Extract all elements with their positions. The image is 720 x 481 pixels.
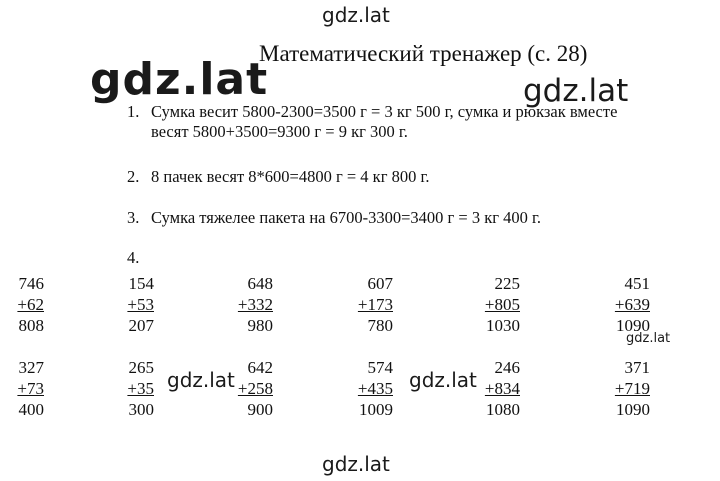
addend-top: 451 [624,274,650,293]
watermark-bottom: gdz.lat [322,452,390,476]
addition-problem [233,273,273,336]
watermark-middle-left: gdz.lat [167,368,235,392]
watermark-middle-right: gdz.lat [409,368,477,392]
addition-problem [233,357,273,420]
addend-top: 574 [367,358,393,377]
task-text-line: Сумка весит 5800-2300=3500 г = 3 кг 500 г, сумка и рюкзак вместе [151,102,618,121]
addend-top: 225 [494,274,520,293]
sum: 808 [18,316,44,335]
task-text-line: весят 5800+3500=9300 г = 9 кг 300 г. [151,122,408,141]
page-title: Математический тренажер (с. 28) [259,41,588,66]
addition-problem [610,273,650,336]
addend-top: 265 [128,358,154,377]
task-number: 2. [127,167,140,186]
sum: 300 [128,400,154,419]
addend-bottom: + 62 [4,294,44,315]
addend-top: 154 [128,274,154,293]
watermark-large-left: gdz.lat [90,54,269,105]
watermark-top: gdz.lat [322,3,390,27]
task-text-line: 8 пачек весят 8*600=4800 г = 4 кг 800 г. [151,167,430,186]
sum: 1030 [486,316,520,335]
addition-problem [610,357,650,420]
addend-top: 648 [247,274,273,293]
watermark-small: gdz.lat [626,331,671,346]
addition-problem [114,273,154,336]
sum: 1090 [616,400,650,419]
addend-bottom: + 805 [480,294,520,315]
addition-problem [4,357,44,420]
task-number: 4. [127,248,140,267]
sum: 900 [247,400,273,419]
addend-top: 746 [18,274,44,293]
addition-problem [480,273,520,336]
task-number: 1. [127,102,140,121]
sum: 400 [18,400,44,419]
addend-bottom: + 73 [4,378,44,399]
sum: 1080 [486,400,520,419]
addend-bottom: + 834 [480,378,520,399]
sum: 1090 [616,316,650,335]
addend-bottom: + 719 [610,378,650,399]
sum: 780 [367,316,393,335]
task-text-line: Сумка тяжелее пакета на 6700-3300=3400 г = 3 кг 400 г. [151,208,542,227]
sum: 1009 [359,400,393,419]
addend-top: 642 [247,358,273,377]
addend-top: 371 [624,358,650,377]
addition-problem [353,357,393,420]
sum: 980 [247,316,273,335]
addend-top: 327 [18,358,44,377]
addend-bottom: + 639 [610,294,650,315]
addend-bottom: + 173 [353,294,393,315]
addition-problem [353,273,393,336]
addition-problem [480,357,520,420]
addend-top: 607 [367,274,393,293]
addition-problem [114,357,154,420]
addend-bottom: + 35 [114,378,154,399]
sum: 207 [128,316,154,335]
addend-top: 246 [494,358,520,377]
addition-problem [4,273,44,336]
addend-bottom: + 53 [114,294,154,315]
addend-bottom: + 258 [233,378,273,399]
watermark-large-right: gdz.lat [523,73,629,109]
addend-bottom: + 332 [233,294,273,315]
addend-bottom: + 435 [353,378,393,399]
task-number: 3. [127,208,140,227]
